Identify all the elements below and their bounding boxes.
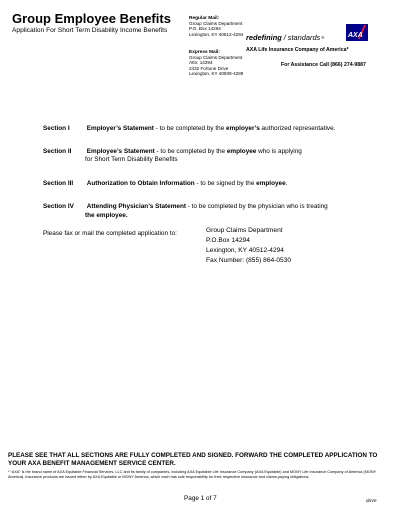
fax-address-line: Group Claims Department bbox=[206, 227, 283, 234]
section-emphasis: employer’s bbox=[226, 125, 260, 132]
section-3 bbox=[43, 180, 287, 187]
tagline-slash: / bbox=[283, 33, 286, 42]
section-label: Section I bbox=[43, 125, 70, 132]
express-mail-heading: Express Mail: bbox=[189, 50, 220, 55]
section-title: Authorization to Obtain Information bbox=[86, 180, 195, 187]
page-number: Page 1 of 7 bbox=[184, 495, 217, 502]
section-2-line-2: for Short Term Disability Benefits bbox=[85, 156, 178, 163]
fax-number: Fax Number: (855) 864-0530 bbox=[206, 257, 292, 264]
section-label: Section II bbox=[43, 148, 72, 155]
section-text-end: who is applying bbox=[256, 148, 302, 155]
express-mail-block bbox=[189, 50, 243, 77]
section-emphasis: employee bbox=[256, 180, 286, 187]
company-name: AXA Life Insurance Company of America* bbox=[246, 47, 349, 53]
fax-address-line: P.O.Box 14294 bbox=[206, 237, 250, 244]
section-text: - to be signed by the bbox=[194, 180, 257, 187]
regular-mail-line: Lexington, KY 40512-4294 bbox=[189, 31, 244, 37]
tagline-mark: ® bbox=[321, 35, 325, 40]
section-title: Employer’s Statement bbox=[86, 125, 154, 132]
section-label: Section IV bbox=[43, 203, 74, 210]
section-1 bbox=[43, 125, 335, 132]
axa-logo-icon bbox=[346, 24, 368, 41]
revision-code: daVe bbox=[366, 498, 377, 503]
footnote: * “AXA” is the brand name of AXA Equitable Financial Services, LLC and its family of companies, including AXA Equitable Life Insurance Company (AXA Equitable) and MONY Life Insurance Company of America (MONY America). Insurance products are issued either by AXA Equitable or MONY America, which each has sole responsibility for their respective insurance and claims-paying obligations. bbox=[8, 470, 377, 479]
tagline-light: standards bbox=[287, 33, 321, 42]
section-2 bbox=[43, 148, 302, 155]
completion-notice: PLEASE SEE THAT ALL SECTIONS ARE FULLY COMPLETED AND SIGNED. FORWARD THE COMPLETED APPLICATION TO YOUR AXA BENEFIT MANAGEMENT SERVICE CENTER. bbox=[8, 452, 378, 467]
section-text-end: . bbox=[285, 180, 288, 187]
section-title: Employee’s Statement bbox=[86, 148, 155, 155]
fax-address-line: Lexington, KY 40512-4294 bbox=[206, 247, 284, 254]
section-text: - to be completed by the physician who is treating bbox=[185, 203, 328, 210]
fax-intro: Please fax or mail the completed application to: bbox=[43, 230, 177, 237]
express-mail-line: Lexington, KY 40509-4289 bbox=[189, 71, 244, 77]
express-mail-line: Group Claims Department bbox=[189, 55, 243, 60]
section-title: Attending Physician’s Statement bbox=[86, 203, 186, 210]
regular-mail-line: Group Claims Department bbox=[189, 21, 243, 26]
svg-text:AXA: AXA bbox=[348, 32, 363, 39]
axa-logo bbox=[346, 24, 368, 41]
section-text-end: authorized representative. bbox=[259, 125, 336, 132]
section-text: - to be completed by the bbox=[153, 125, 227, 132]
brand-tagline bbox=[246, 33, 324, 42]
page-subtitle: Application For Short Term Disability Income Benefits bbox=[12, 27, 168, 34]
section-4 bbox=[43, 203, 328, 210]
section-4-line-2: the employee. bbox=[85, 212, 128, 219]
regular-mail-heading: Regular Mail: bbox=[189, 16, 220, 21]
page-title: Group Employee Benefits bbox=[12, 11, 171, 26]
section-emphasis: employee bbox=[226, 148, 257, 155]
regular-mail-line: P.O. Box 14294 bbox=[189, 26, 221, 32]
assistance-phone: For Assistance Call (866) 274-9887 bbox=[281, 62, 366, 68]
regular-mail-block bbox=[189, 16, 243, 37]
express-mail-line: Attn: 14294 bbox=[189, 60, 213, 66]
section-label: Section III bbox=[43, 180, 74, 187]
tagline-bold: redefining bbox=[246, 33, 282, 42]
section-text: - to be completed by the bbox=[154, 148, 227, 155]
express-mail-line: 2432 Fortune Drive bbox=[189, 65, 229, 71]
